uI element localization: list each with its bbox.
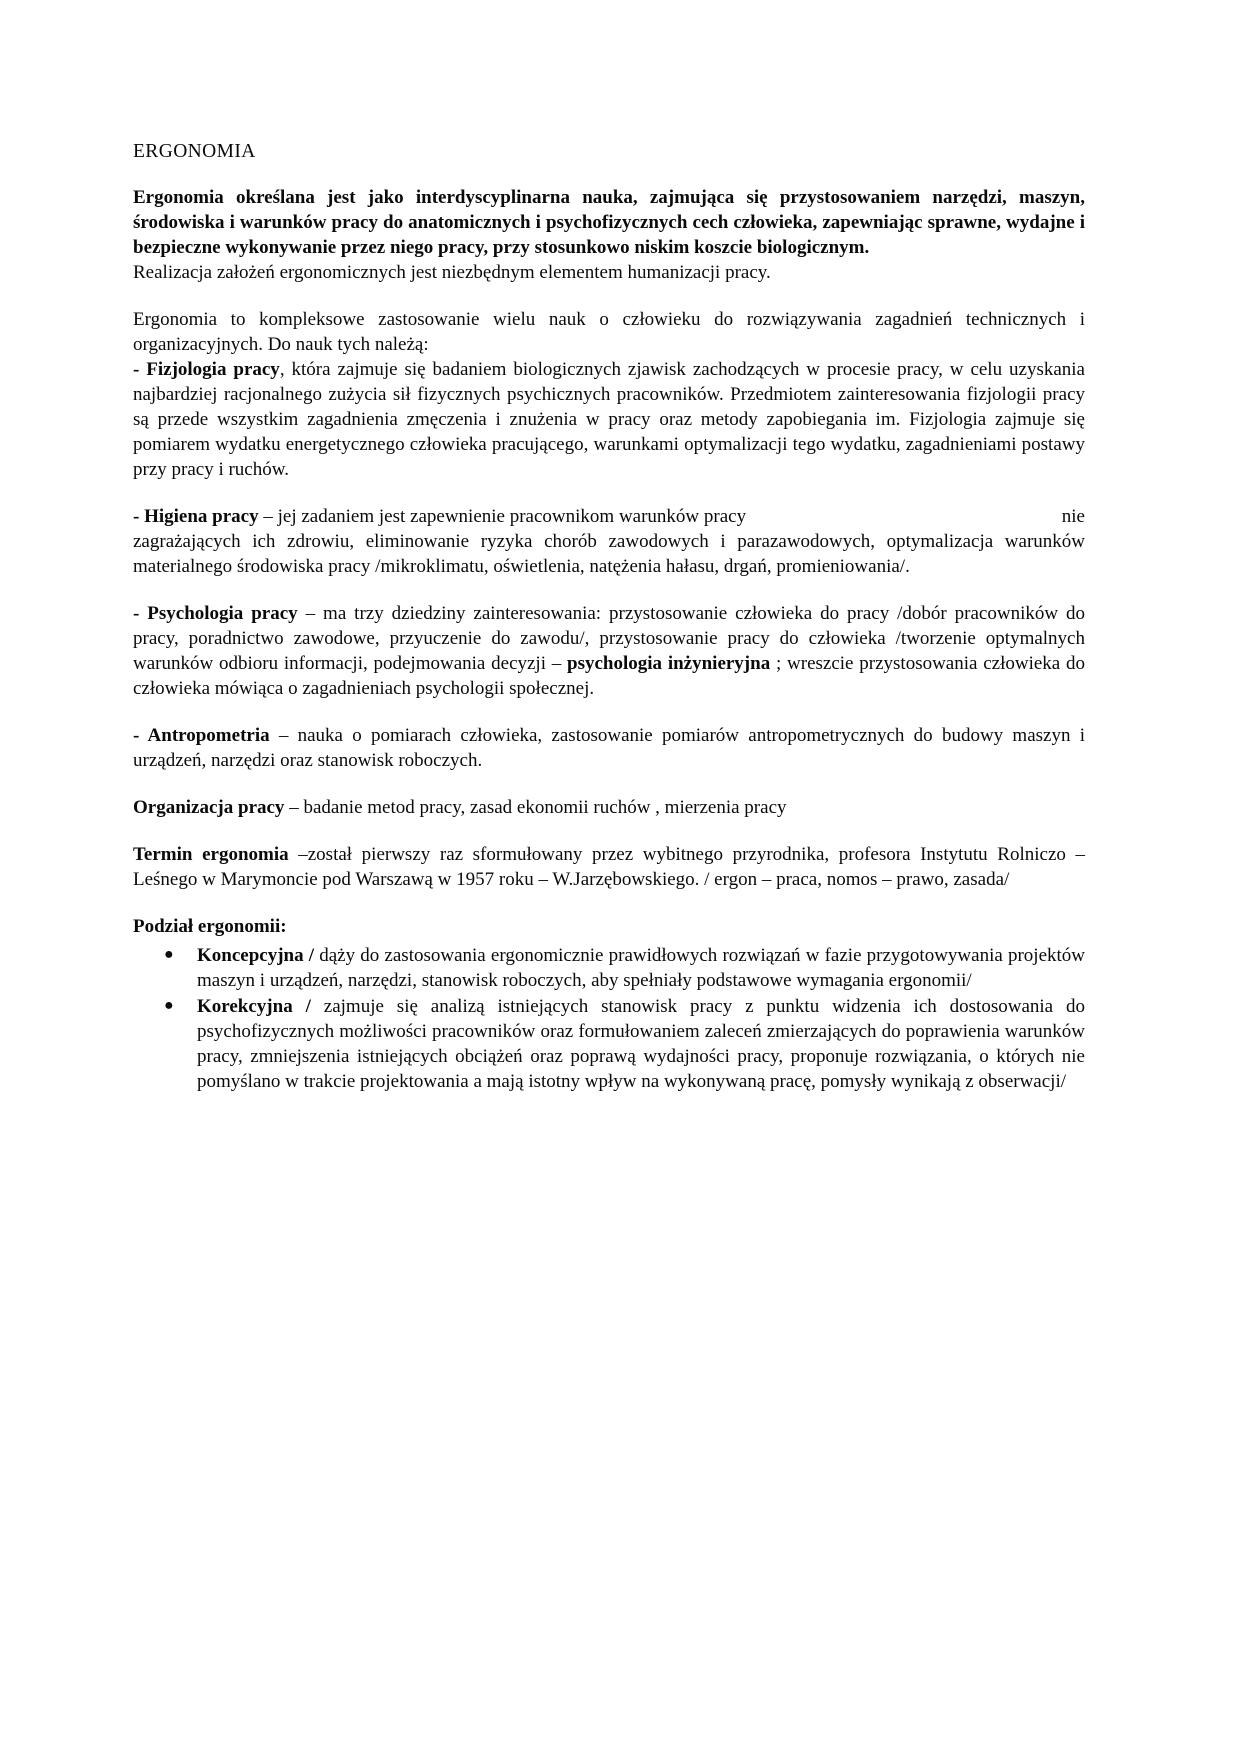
bullet-item-korekcyjna [133,994,1085,1094]
organizacja-paragraph [133,795,1085,820]
sciences-paragraph [133,307,1085,482]
antropometria-paragraph [133,723,1085,773]
bullet-item-koncepcyjna [133,943,1085,993]
document-title: ERGONOMIA [133,141,256,162]
higiena-paragraph [133,504,1085,579]
fizjologia-body: , która zajmuje się badaniem biologicznych zjawisk zachodzących w procesie pracy, w celu uzyskania najbardziej racjonalnego zużycia sił fizycznych psychicznych pracowników. Przedmiotem zainteresowania fizjologii pracy są przede wszystkim zagadnienia zmęczenia i znużenia w pracy oraz metody zapobiegania im. Fizjologia zajmuje się pomiarem wydatku energetycznego człowieka pracującego, warunkami optymalizacji tego wydatku, zagadnieniami postawy przy pracy i ruchów. [133,359,1085,480]
termin-term: Termin ergonomia [133,844,289,865]
korekcyjna-body: zajmuje się analizą istniejących stanowisk pracy z punktu widzenia ich dostosowania do psychofizycznych możliwości pracowników oraz formułowaniem zaleceń zmierzających do poprawienia warunków pracy, zmniejszenia istniejących obciążeń oraz poprawą wydajności pracy, proponuje rozwiązania, o których nie pomyślano w trakcie projektowania a mają istotny wpływ na wykonywaną pracę, pomysły wynikają z obserwacji/ [197,996,1085,1092]
fizjologia-entry [133,357,1085,482]
organizacja-term: Organizacja pracy [133,797,285,818]
intro-paragraph [133,185,1085,285]
koncepcyjna-term: Koncepcyjna / [197,945,315,966]
higiena-line1-text: – jej zadaniem jest zapewnienie pracownikom warunków pracy [258,506,747,527]
psychologia-body2: ; wreszcie przystosowania człowieka do człowieka mówiąca o zagadnieniach psychologii społecznej. [133,653,1086,699]
podzial-list [133,943,1085,1094]
psychologia-term2: psychologia inżynieryjna [567,653,771,674]
higiena-line1-tail: nie [1061,506,1085,527]
intro-note: Realizacja założeń ergonomicznych jest niezbędnym elementem humanizacji pracy. [133,262,771,283]
psychologia-body1: – ma trzy dziedziny zainteresowania: przystosowanie człowieka do pracy /dobór pracowników do pracy, poradnictwo zawodowe, przyuczenie do zawodu/, przystosowanie pracy do człowieka /tworzenie optymalnych warunków odbioru informacji, podejmowania decyzji – [133,603,1085,674]
bullet-icon: ● [164,997,174,1014]
antropometria-term: - Antropometria [133,725,270,746]
organizacja-body: – badanie metod pracy, zasad ekonomii ruchów , mierzenia pracy [284,797,787,818]
koncepcyjna-body: dąży do zastosowania ergonomicznie prawidłowych rozwiązań w fazie przygotowywania projektów maszyn i urządzeń, narzędzi, stanowisk roboczych, aby spełniały podstawowe wymagania ergonomii/ [197,945,1086,991]
intro-definition [133,185,1085,260]
psychologia-term: - Psychologia pracy [133,603,298,624]
fizjologia-term: - Fizjologia pracy [133,359,280,380]
korekcyjna-term: Korekcyjna / [197,996,311,1017]
higiena-rest: zagrażających ich zdrowiu, eliminowanie ryzyka chorób zawodowych i parazawodowych, optymalizacja warunków materialnego środowiska pracy /mikroklimatu, oświetlenia, natężenia hałasu, drgań, promieniowania/. [133,531,1085,577]
termin-paragraph [133,842,1085,892]
termin-body: –został pierwszy raz sformułowany przez wybitnego przyrodnika, profesora Instytutu Rolniczo – Leśnego w Marymoncie pod Warszawą w 1957 roku – W.Jarzębowskiego. / ergon – praca, nomos – prawo, zasada/ [133,844,1085,890]
psychologia-paragraph [133,601,1085,701]
higiena-first-line [133,504,1085,529]
sciences-lead: Ergonomia to kompleksowe zastosowanie wielu nauk o człowieku do rozwiązywania zagadnień technicznych i organizacyjnych. Do nauk tych należą: [133,309,1085,355]
higiena-first-line-left [133,504,746,529]
podzial-heading: Podział ergonomii: [133,916,287,937]
antropometria-body: – nauka o pomiarach człowieka, zastosowanie pomiarów antropometrycznych do budowy maszyn i urządzeń, narzędzi oraz stanowisk roboczych. [133,725,1085,771]
bullet-icon: ● [164,946,174,963]
intro-definition-text: Ergonomia określana jest jako interdyscyplinarna nauka, zajmująca się przystosowaniem narzędzi, maszyn, środowiska i warunków pracy do anatomicznych i psychofizycznych cech człowieka, zapewniając sprawne, wydajne i bezpieczne wykonywanie przez niego pracy, przy stosunkowo niskim koszcie biologicznym. [133,187,1085,258]
higiena-term: - Higiena pracy [133,506,259,527]
